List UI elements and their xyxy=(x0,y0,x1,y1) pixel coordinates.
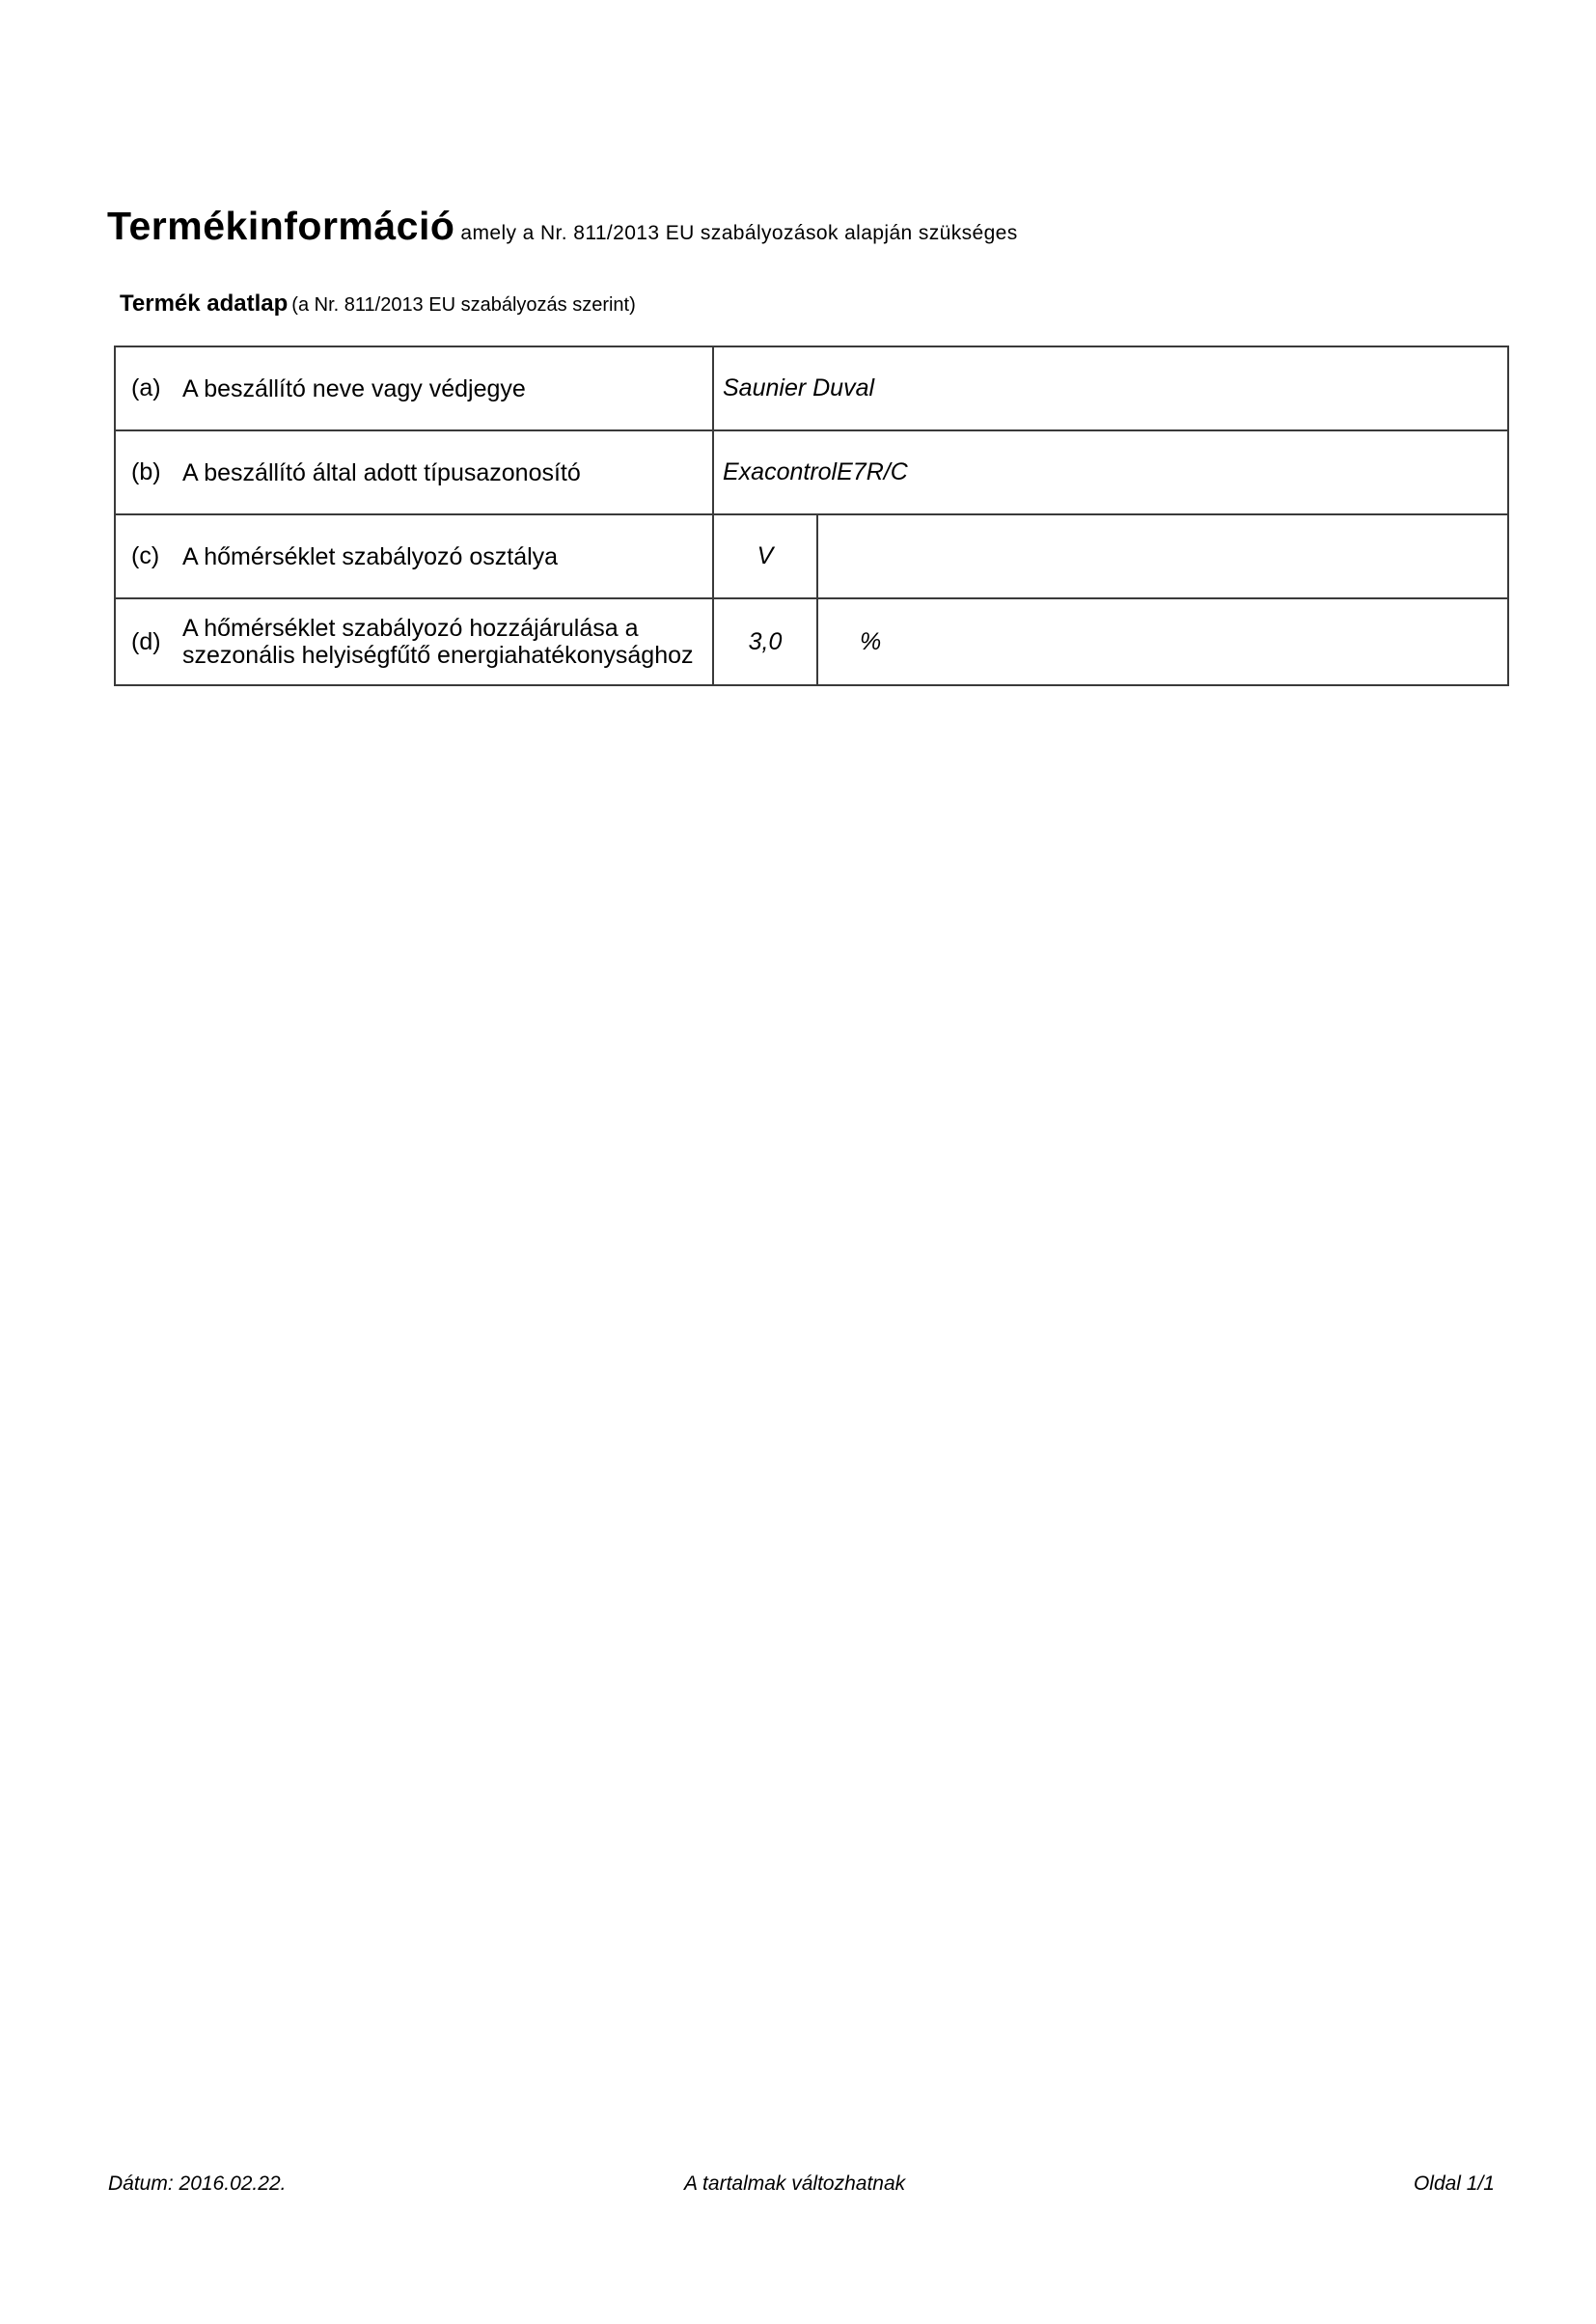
page-title-main: Termékinformáció xyxy=(107,204,455,248)
page-title-subtitle: amely a Nr. 811/2013 EU szabályozások alapján szükséges xyxy=(460,222,1018,244)
row-label-line1: A hőmérséklet szabályozó hozzájárulása a xyxy=(182,615,639,642)
row-letter: (a) xyxy=(131,374,161,401)
row-letter: (c) xyxy=(131,542,160,569)
row-label: A beszállító által adott típusazonosító xyxy=(182,458,581,486)
section-title xyxy=(120,292,636,316)
footer-date: Dátum: 2016.02.22. xyxy=(108,2172,287,2195)
label-cell xyxy=(115,598,713,685)
table-row xyxy=(115,514,1508,598)
label-cell xyxy=(115,430,713,514)
page-title xyxy=(107,204,1018,248)
row-value-class: V xyxy=(713,514,817,598)
table-row xyxy=(115,346,1508,430)
row-value-contribution: 3,0 xyxy=(713,598,817,685)
row-letter: (b) xyxy=(131,458,161,485)
row-value-supplier: Saunier Duval xyxy=(713,346,1508,430)
row-value-model: ExacontrolE7R/C xyxy=(713,430,1508,514)
row-label: A beszállító neve vagy védjegye xyxy=(182,374,526,402)
label-cell xyxy=(115,346,713,430)
row-label-line2: szezonális helyiségfűtő energiahatékonysághoz xyxy=(182,642,694,669)
table-row xyxy=(115,598,1508,685)
row-unit xyxy=(817,514,1508,598)
footer-page-number: Oldal 1/1 xyxy=(1413,2172,1495,2195)
section-title-subtitle: (a Nr. 811/2013 EU szabályozás szerint) xyxy=(291,294,636,316)
footer-notice: A tartalmak változhatnak xyxy=(684,2172,906,2195)
row-label xyxy=(182,615,694,669)
row-letter: (d) xyxy=(131,627,161,655)
row-unit: % xyxy=(817,598,1508,685)
product-data-table xyxy=(114,346,1509,686)
section-title-main: Termék adatlap xyxy=(120,290,289,317)
label-cell xyxy=(115,514,713,598)
table-row xyxy=(115,430,1508,514)
row-label: A hőmérséklet szabályozó osztálya xyxy=(182,542,559,570)
